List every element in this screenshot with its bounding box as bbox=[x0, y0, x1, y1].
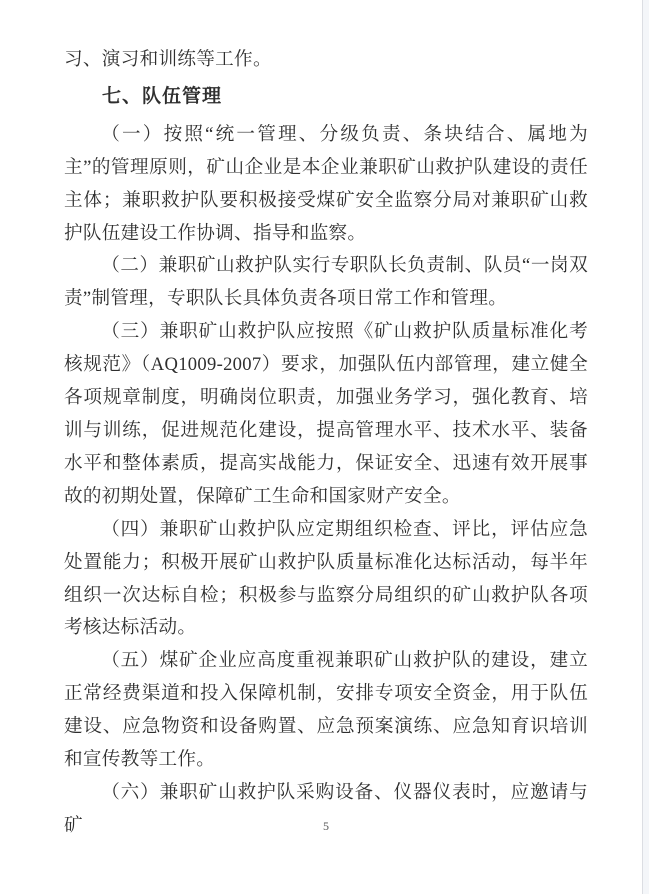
paragraph-item-3: （三）兼职矿山救护队应按照《矿山救护队质量标准化考核规范》（AQ1009-2007）要求，加强队伍内部管理，建立健全各项规章制度，明确岗位职责，加强业务学习，强化教育、培训与训练，促进规范化建设，提高管理水平、技术水平、装备水平和整体素质，提高实战能力，保证安全、迅速有效开展事故的初期处置，保障矿工生命和国家财产安全。 bbox=[64, 321, 588, 507]
paragraph-item-1: （一）按照“统一管理、分级负责、条块结合、属地为主”的管理原则，矿山企业是本企业兼职矿山救护队建设的责任主体；兼职救护队要积极接受煤矿安全监察分局对兼职矿山救护队伍建设工作协调、指导和监察。 bbox=[64, 123, 588, 244]
document-body bbox=[64, 44, 588, 843]
paragraph-item-4: （四）兼职矿山救护队应定期组织检查、评比，评估应急处置能力；积极开展矿山救护队质量标准化达标活动，每半年组织一次达标自检；积极参与监察分局组织的矿山救护队各项考核达标活动。 bbox=[64, 518, 588, 639]
paragraph-item-5: （五）煤矿企业应高度重视兼职矿山救护队的建设，建立正常经费渠道和投入保障机制，安排专项安全资金，用于队伍建设、应急物资和设备购置、应急预案演练、应急知育识培训和宣传教等工作。 bbox=[64, 650, 588, 771]
paragraph-item-6-truncated: （六）兼职矿山救护队采购设备、仪器仪表时，应邀请与矿 bbox=[64, 781, 588, 836]
page-edge-strip bbox=[642, 0, 649, 894]
section-heading: 七、队伍管理 bbox=[102, 85, 223, 107]
page-number: 5 bbox=[323, 819, 329, 833]
paragraph-item-2: （二）兼职矿山救护队实行专职队长负责制、队员“一岗双责”制管理，专职队长具体负责各项日常工作和管理。 bbox=[64, 255, 588, 310]
paragraph-continuation-from-previous-page: 习、演习和训练等工作。 bbox=[64, 49, 272, 70]
